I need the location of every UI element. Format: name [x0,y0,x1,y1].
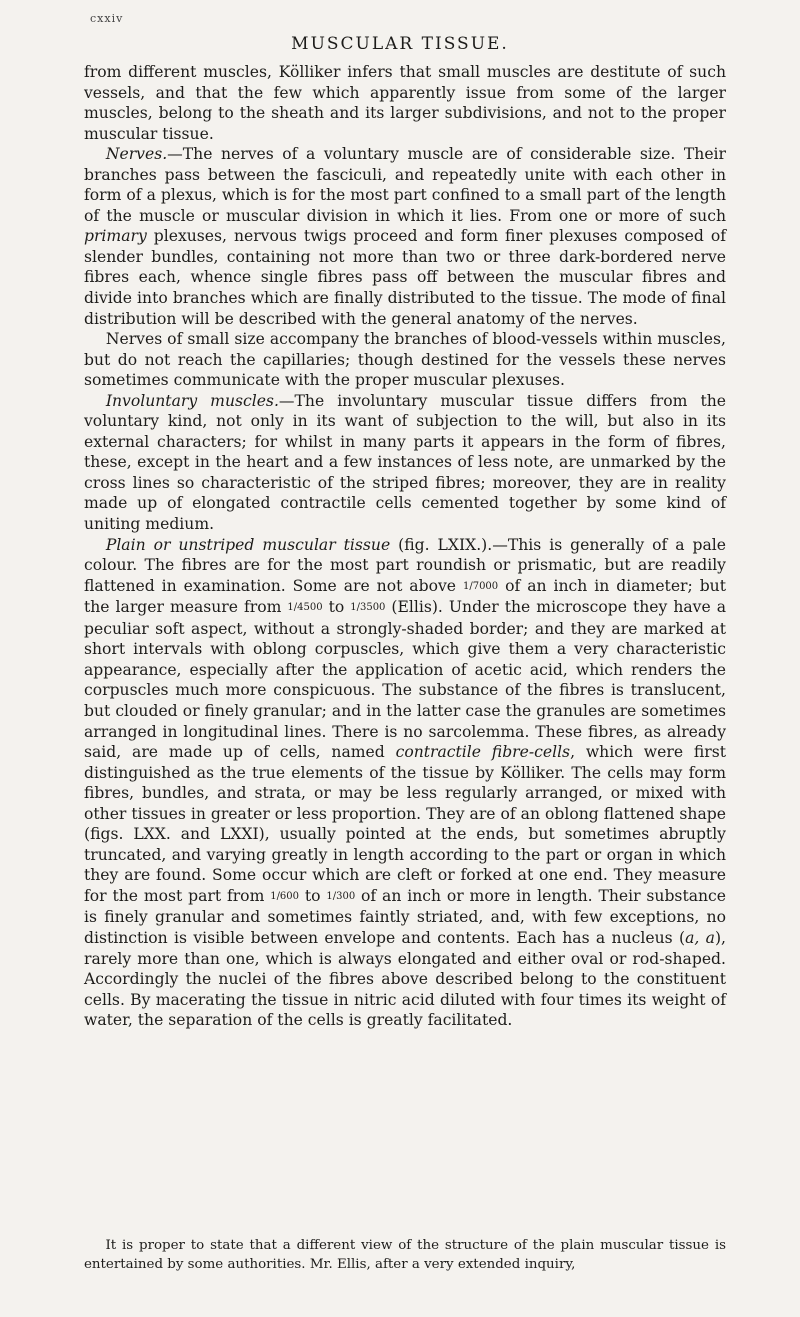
fraction: 1/300 [326,890,356,902]
paragraph-vessels: from different muscles, Kölliker infers that small muscles are destitute of such vessels, and that the few which apparently issue from some of the larger muscles, belong to the sheath and its larger subdivisions, and not to the proper muscular tissue. [84,63,726,143]
paragraph-nerves: Nerves.—The nerves of a voluntary muscle are of considerable size. Their branches pass between the fasciculi, and repeatedly unite with each other in form of a plexus, which is for the most part confined to a small part of the length of the muscle or muscular division in which it lies. From one or more of such primary plexuses, nervous twigs proceed and form finer plexuses composed of slender bundles, containing not more than two or three dark-bordered nerve fibres each, whence single fibres pass off between the muscular fibres and divide into branches which are finally distributed to the tissue. The mode of final distribution will be described with the general anatomy of the nerves. [84,145,726,328]
footnote-text: It is proper to state that a different view of the structure of the plain muscular tissue is entertained by some authorities. Mr. Ellis, after a very extended inquiry, [84,1238,726,1272]
paragraph-small-nerves: Nerves of small size accompany the branches of blood-vessels within muscles, but do not reach the capillaries; though destined for the vessels these nerves sometimes communicate with the proper muscular plexuses. [84,330,726,390]
section-heading-plain: Plain or unstriped muscular tissue [105,535,391,554]
fraction: 1/7000 [462,580,499,592]
footnote [84,1237,726,1274]
fraction: 1/3500 [350,602,386,614]
fraction: 1/600 [270,890,300,902]
section-heading-nerves: Nerves. [105,145,168,164]
section-heading-involuntary: Involuntary muscles. [105,391,279,410]
running-head: MUSCULAR TISSUE. [291,34,509,54]
page-number: cxxiv [90,12,124,25]
paragraph-plain-tissue: Plain or unstriped muscular tissue (fig. LXIX.).—This is generally of a pale colour. The fibres are for the most part roundish or prismatic, but are readily flattened in examination. Some are not above 1/7000 of an inch in diameter; but the larger measure from 1/4500 to 1/3500 (Ellis). Under the microscope they have a peculiar soft aspect, without a strongly-shaded border; and they are marked at short intervals with oblong corpuscles, which give them a very characteristic appearance, especially after the application of acetic acid, which renders the corpuscles much more conspicuous. The substance of the fibres is translucent, but clouded or finely granular; and in the latter case the granules are sometimes arranged in longitudinal lines. There is no sarcolemma. These fibres, as already said, are made up of cells, named contractile fibre-cells, which were first distinguished as the true elements of the tissue by Kölliker. The cells may form fibres, bundles, and strata, or may be less regularly arranged, or mixed with other tissues in greater or less proportion. They are of an oblong flattened shape (figs. LXX. and LXXI), usually pointed at the ends, but sometimes abruptly truncated, and varying greatly in length according to the part or organ in which they are found. Some occur which are cleft or forked at one end. They measure for the most part from 1/600 to 1/300 of an inch or more in length. Their substance is finely granular and sometimes faintly striated, and, with few exceptions, no distinction is visible between envelope and contents. Each has a nucleus (a, a), rarely more than one, which is always elongated and either oval or rod-shaped. Accordingly the nuclei of the fibres above described belong to the constituent cells. By macerating the tissue in nitric acid diluted with four times its weight of water, the separation of the cells is greatly facilitated. [84,535,727,1030]
paragraph-involuntary: Involuntary muscles.—The involuntary muscular tissue differs from the voluntary kind, not only in its want of subjection to the will, but also in its external characters; for whilst in many parts it appears in the form of fibres, these, except in the heart and a few instances of less note, are unmarked by the cross lines so characteristic of the striped fibres; moreover, they are in reality made up of elongated contractile cells cemented together by some kind of uniting medium. [84,391,727,534]
body-text [84,62,726,1031]
fraction: 1/4500 [287,602,323,614]
